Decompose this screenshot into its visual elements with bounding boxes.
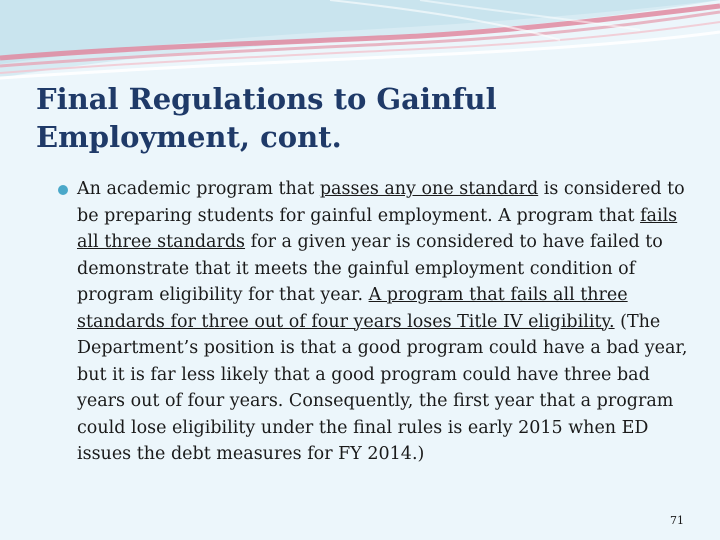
bullet-list	[58, 176, 694, 468]
underlined-loses-eligibility: A program that fails all three standards for three out of four years loses Title IV eligibility.	[77, 285, 628, 332]
bullet-text-part4: (The Department’s position is that a good program could have a bad year, but it is far less likely that a good program could have three bad years out of four years. Consequently, the first year that a program could lose eligibility under the final rules is early 2015 when ED issues the debt measures for FY 2014.)	[77, 311, 688, 464]
page-number: 71	[670, 514, 684, 527]
bullet-text-part2: is considered to be preparing students for gainful employment. A program that	[77, 179, 685, 226]
slide-title: Final Regulations to Gainful Employment, cont.	[36, 82, 497, 154]
bullet-text-part3: for a given year is considered to have failed to demonstrate that it meets the gainful employment condition of program eligibility for that year.	[77, 232, 663, 305]
header-banner	[0, 0, 720, 90]
underlined-fails-standards: fails all three standards	[77, 205, 678, 252]
bullet-text	[77, 176, 694, 468]
bullet-text-part1: An academic program that	[77, 179, 320, 199]
bullet-icon	[58, 185, 68, 195]
underlined-passes-standard: passes any one standard	[319, 179, 539, 199]
